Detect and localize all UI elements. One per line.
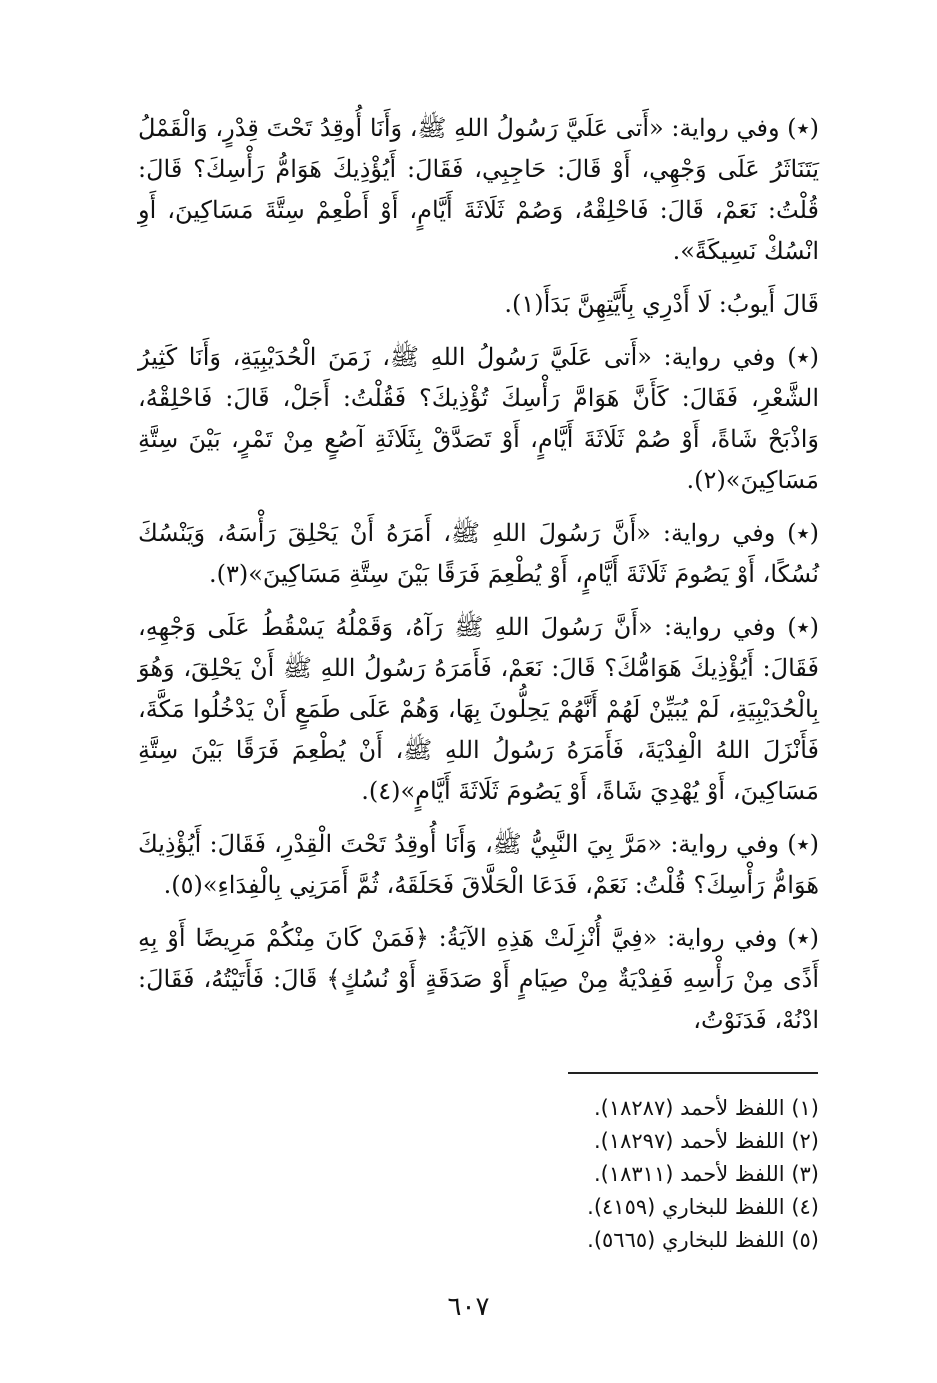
paragraph-4: (٭) وفي رواية: «أَنَّ رَسُولَ اللهِ ﷺ، أَمَرَهُ أَنْ يَحْلِقَ رَأْسَهُ، وَيَنْسُكَ نُسُكًا، أَوْ يَصُومَ ثَلَاثَةَ أَيَّامٍ، أَوْ يُطْعِمَ فَرَقًا بَيْنَ سِتَّةِ مَسَاكِينَ»(٣). bbox=[138, 519, 819, 588]
main-text-block bbox=[138, 108, 819, 1053]
footnote-1: (١) اللفظ لأحمد (١٨٢٨٧). bbox=[593, 1096, 819, 1120]
page-number: ٦٠٧ bbox=[447, 1292, 490, 1322]
footnote-4: (٤) اللفظ للبخاري (٤١٥٩). bbox=[587, 1195, 819, 1219]
footnote-5: (٥) اللفظ للبخاري (٥٦٦٥). bbox=[587, 1228, 819, 1252]
footnote-2: (٢) اللفظ لأحمد (١٨٢٩٧). bbox=[593, 1129, 819, 1153]
paragraph-5: (٭) وفي رواية: «أَنَّ رَسُولَ اللهِ ﷺ رَآهُ، وَقَمْلُهُ يَسْقُطُ عَلَى وَجْهِهِ، فَقَالَ: أَيُؤْذِيكَ هَوَامُّكَ؟ قَالَ: نَعَمْ، فَأَمَرَهُ رَسُولُ اللهِ ﷺ أَنْ يَحْلِقَ، وَهُوَ بِالْحُدَيْبِيَةِ، لَمْ يُبَيِّنْ لَهُمْ أَنَّهُمْ يَحِلُّونَ بِهَا، وَهُمْ عَلَى طَمَعٍ أَنْ يَدْخُلُوا مَكَّةَ، فَأَنْزَلَ اللهُ الْفِدْيَةَ، فَأَمَرَهُ رَسُولُ اللهِ ﷺ، أَنْ يُطْعِمَ فَرَقًا بَيْنَ سِتَّةِ مَسَاكِينَ، أَوْ يُهْدِيَ شَاةً، أَوْ يَصُومَ ثَلَاثَةَ أَيَّامٍ»(٤). bbox=[138, 613, 819, 805]
paragraph-3: (٭) وفي رواية: «أَتى عَلَيَّ رَسُولُ اللهِ ﷺ، زَمَنَ الْحُدَيْبِيَةِ، وَأَنَا كَثِيرُ الشَّعْرِ، فَقَالَ: كَأَنَّ هَوَامَّ رَأْسِكَ تُؤْذِيكَ؟ فَقُلْتُ: أَجَلْ، قَالَ: فَاحْلِقْهُ، وَاذْبَحْ شَاةً، أَوْ صُمْ ثَلَاثَةَ أَيَّامٍ، أَوْ تَصَدَّقْ بِثَلَاثَةِ آصُعٍ مِنْ تَمْرٍ، بَيْنَ سِتَّةِ مَسَاكِينَ»(٢). bbox=[138, 343, 819, 494]
footnote-3: (٣) اللفظ لأحمد (١٨٣١١). bbox=[593, 1162, 819, 1186]
paragraph-7: (٭) وفي رواية: «فِيَّ أُنْزِلَتْ هَذِهِ الآيَةُ: ﴿فَمَنْ كَانَ مِنْكُمْ مَرِيضًا أَوْ بِهِ أَذًى مِنْ رَأْسِهِ فَفِدْيَةٌ مِنْ صِيَامٍ أَوْ صَدَقَةٍ أَوْ نُسُكٍ﴾ قَالَ: فَأَتَيْتُهُ، فَقَالَ: ادْنُهْ، فَدَنَوْتُ، bbox=[138, 924, 819, 1034]
paragraph-1: (٭) وفي رواية: «أَتى عَلَيَّ رَسُولُ اللهِ ﷺ، وَأَنَا أُوقِدُ تَحْتَ قِدْرٍ، وَالْقَمْلُ يَتَنَاثَرُ عَلَى وَجْهِي، أَوْ قَالَ: حَاجِبِي، فَقَالَ: أَيُؤْذِيكَ هَوَامُّ رَأْسِكَ؟ قَالَ: قُلْتُ: نَعَمْ، قَالَ: فَاحْلِقْهُ، وَصُمْ ثَلَاثَةَ أَيَّامٍ، أَوْ أَطْعِمْ سِتَّةَ مَسَاكِينَ، أَوِ انْسُكْ نَسِيكَةً». bbox=[138, 114, 819, 265]
footnote-separator bbox=[568, 1072, 818, 1074]
paragraph-2: قَالَ أَيوبُ: لَا أَدْرِي بِأَيَّتِهِنَّ بَدَأَ(١). bbox=[504, 290, 819, 318]
footnotes bbox=[587, 1092, 819, 1257]
paragraph-6: (٭) وفي رواية: «مَرَّ بِيَ النَّبِيُّ ﷺ، وَأَنَا أُوقِدُ تَحْتَ الْقِدْرِ، فَقَالَ: أَيُؤْذِيكَ هَوَامُّ رَأْسِكَ؟ قُلْتُ: نَعَمْ، فَدَعَا الْحَلَّاقَ فَحَلَقَهُ، ثُمَّ أَمَرَنِي بِالْفِدَاءِ»(٥). bbox=[138, 830, 819, 899]
